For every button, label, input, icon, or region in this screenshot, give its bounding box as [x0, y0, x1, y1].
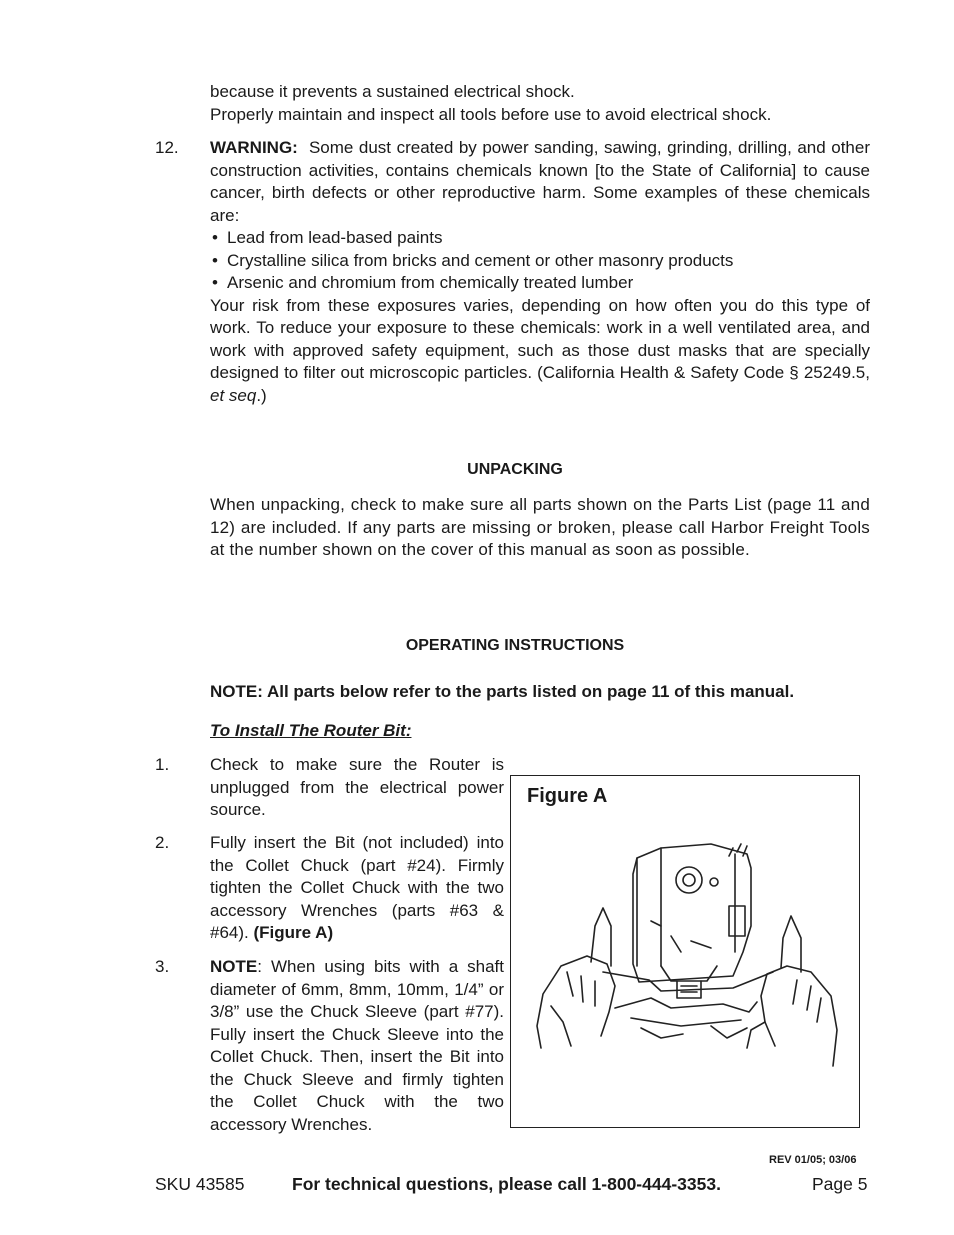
list-item: • Arsenic and chromium from chemically treated lumber: [210, 272, 870, 295]
revision-label: REV 01/05; 03/06: [769, 1154, 857, 1166]
list-item: • Lead from lead-based paints: [210, 227, 870, 250]
chemical-list: [210, 227, 870, 295]
step-1-text: Check to make sure the Router is unplugged from the electrical power source.: [210, 755, 504, 819]
step-3-number: 3.: [155, 957, 170, 976]
footer-support: For technical questions, please call 1-800-444-3353.: [292, 1174, 721, 1194]
risk-italic: et seq: [210, 385, 257, 405]
step-2-text: Fully insert the Bit (not included) into the Collet Chuck (part #24). Firmly tighten the Collet Chuck with the two accessory Wrenches (parts #63 & #64).: [210, 833, 504, 942]
warning-label: WARNING:: [210, 138, 298, 157]
figure-a-box: [510, 775, 860, 1128]
warning-paragraph: [210, 137, 870, 227]
step-2-number: 2.: [155, 833, 170, 852]
step-2-figure-ref: (Figure A): [253, 923, 334, 942]
item-12-warning: [210, 137, 870, 407]
continued-text: [210, 81, 870, 126]
step-3: [210, 956, 504, 1136]
footer-sku: SKU 43585: [155, 1174, 245, 1194]
list-item: • Crystalline silica from bricks and cement or other masonry products: [210, 250, 870, 273]
install-subheading: To Install The Router Bit:: [210, 721, 412, 740]
risk-paragraph: [210, 295, 870, 408]
figure-title: Figure A: [527, 785, 608, 807]
risk-end: .): [256, 385, 267, 405]
step-3-note-label: NOTE: [210, 957, 258, 976]
operating-heading: OPERATING INSTRUCTIONS: [405, 637, 625, 654]
footer-page-number: Page 5: [812, 1174, 868, 1194]
operating-note: NOTE: All parts below refer to the parts listed on page 11 of this manual.: [210, 682, 795, 701]
item-12-number: 12.: [155, 138, 179, 157]
unpacking-heading: UNPACKING: [467, 461, 563, 478]
continued-line-1: because it prevents a sustained electrical shock.: [210, 82, 575, 101]
router-illustration: [511, 776, 859, 1127]
step-1-number: 1.: [155, 755, 170, 774]
step-2: [210, 832, 504, 945]
warning-text: Some dust created by power sanding, sawing, grinding, drilling, and other construction activities, contains chemicals known [to the State of California] to cause cancer, birth defects or other reproductive harm. Some examples of these chemicals are:: [210, 138, 871, 225]
step-3-text: : When using bits with a shaft diameter of 6mm, 8mm, 10mm, 1/4” or 3/8” use the Chuck Sleeve (part #77). Fully insert the Chuck Sleeve into the Collet Chuck. Then, insert the Bit into the Chuck Sleeve and firmly tighten the Collet Chuck with the two accessory Wrenches.: [210, 957, 504, 1134]
continued-line-2: Properly maintain and inspect all tools before use to avoid electrical shock.: [210, 104, 772, 124]
risk-text: Your risk from these exposures varies, depending on how often you do this type of work. To reduce your exposure to these chemicals: work in a well ventilated area, and work with approved safety equipment, such as those dust masks that are specially designed to filter out microscopic particles. (California Health & Safety Code § 25249.5,: [210, 295, 870, 382]
unpacking-text: When unpacking, check to make sure all parts shown on the Parts List (page 11 and 12) are included. If any parts are missing or broken, please call Harbor Freight Tools at the number shown on the cover of this manual as soon as possible.: [210, 495, 870, 559]
